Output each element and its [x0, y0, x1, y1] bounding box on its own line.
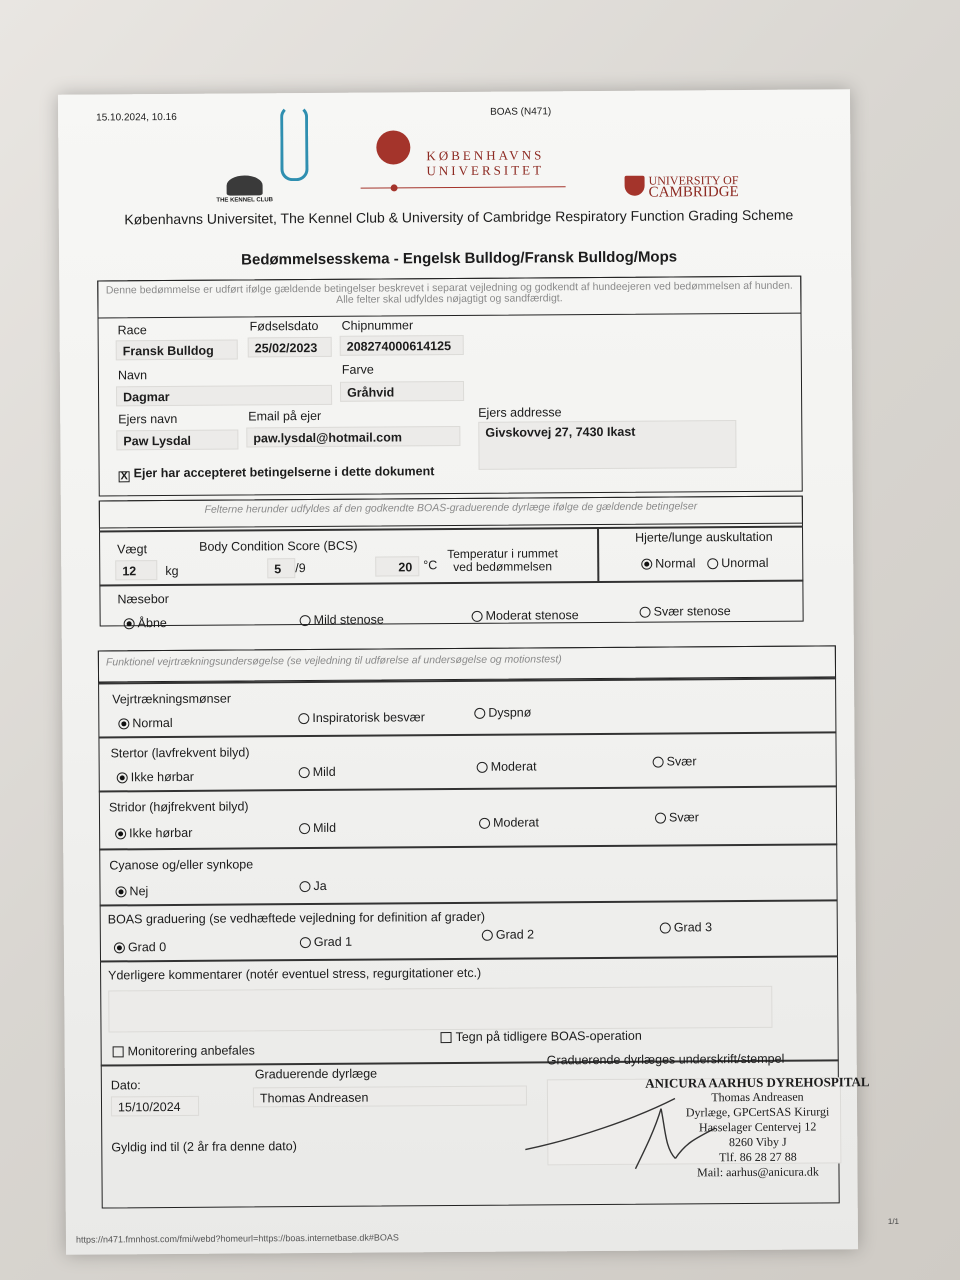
valid-label: Gyldig ind til (2 år fra denne dato): [111, 1139, 297, 1155]
email-label: Email på ejer: [248, 408, 322, 424]
cambridge-shield-icon: [625, 176, 645, 196]
nose-moderate-radio[interactable]: [472, 611, 483, 622]
cyanosis-yes-radio[interactable]: [299, 881, 310, 892]
boas-grade-label: BOAS graduering (se vedhæftede vejledning for definition af grader): [107, 909, 486, 927]
chip-label: Chipnummer: [341, 318, 414, 333]
stridor-severe-label: Svær: [668, 810, 699, 825]
vet-banner: Felterne herunder udfyldes af den godkendte BOAS-graduerende dyrlæge ifølge de gældende betingelser: [99, 496, 803, 529]
cambridge-logo-text: [649, 174, 739, 199]
stamp-phone: Tlf. 86 28 27 88: [719, 1149, 797, 1165]
breathing-normal-radio[interactable]: [118, 718, 129, 729]
breathing-dyspnea-radio[interactable]: [474, 708, 485, 719]
breathing-dyspnea-option[interactable]: [474, 705, 531, 719]
grade-0-radio[interactable]: [114, 942, 125, 953]
ku-seal-icon: [376, 130, 410, 164]
form-code: BOAS (N471): [490, 106, 552, 118]
paperclip: [280, 105, 309, 181]
grade-3-radio[interactable]: [660, 923, 671, 934]
cyanosis-no-option[interactable]: [115, 884, 148, 898]
name-label: Navn: [117, 368, 148, 383]
cambridge-line1: UNIVERSITY OF: [648, 173, 739, 188]
stertor-mild-label: Mild: [312, 764, 336, 780]
footer-url: https://n471.fmnhost.com/fmi/webd?homeurl=https://boas.internetbase.dk#BOAS: [75, 1232, 399, 1245]
monitor-option[interactable]: [113, 1043, 255, 1058]
temp-field[interactable]: 20: [375, 556, 419, 576]
prior-op-checkbox[interactable]: [441, 1032, 452, 1043]
stamp-name: Thomas Andreasen: [711, 1089, 804, 1105]
stridor-none-label: Ikke hørbar: [129, 825, 193, 841]
vet-name-field[interactable]: Thomas Andreasen: [253, 1086, 527, 1108]
stridor-moderate-label: Moderat: [493, 815, 539, 830]
grade-1-radio[interactable]: [300, 937, 311, 948]
accept-label: Ejer har accepteret betingelserne i dette dokument: [133, 464, 435, 481]
comments-field[interactable]: [108, 986, 772, 1033]
nose-severe-label: Svær stenose: [653, 604, 731, 619]
ku-dot-icon: [391, 184, 398, 191]
stamp-title: Dyrlæge, GPCertSAS Kirurgi: [685, 1104, 830, 1120]
breathing-inspiratory-option[interactable]: [298, 710, 425, 725]
owner-name-label: Ejers navn: [118, 411, 178, 427]
grade-2-radio[interactable]: [482, 930, 493, 941]
race-label: Race: [117, 323, 147, 338]
ku-line1: KØBENHAVNS: [426, 147, 545, 164]
ku-logo-text: [426, 147, 544, 178]
heart-abnormal-label: Unormal: [721, 555, 769, 571]
stertor-none-label: Ikke hørbar: [130, 769, 194, 785]
nose-mild-radio[interactable]: [300, 615, 311, 626]
nose-open-radio[interactable]: [124, 618, 135, 629]
stertor-mild-option[interactable]: [299, 765, 336, 779]
breathing-normal-label: Normal: [132, 715, 173, 731]
nose-option-severe[interactable]: [640, 604, 731, 619]
vet-stamp: [645, 1074, 871, 1181]
stridor-mild-option[interactable]: [299, 821, 336, 835]
stridor-severe-radio[interactable]: [655, 813, 666, 824]
breathing-dyspnea-label: Dyspnø: [488, 705, 532, 720]
color-label: Farve: [341, 362, 374, 377]
nose-option-moderate[interactable]: [472, 608, 579, 623]
race-field[interactable]: Fransk Bulldog: [116, 340, 238, 361]
monitor-label: Monitorering anbefales: [127, 1043, 255, 1059]
heart-abnormal-option[interactable]: [707, 556, 768, 570]
stamp-city: 8260 Viby J: [728, 1134, 787, 1150]
temp-label-line1: Temperatur i rummet: [447, 546, 558, 562]
nose-option-open[interactable]: [124, 616, 167, 630]
grade-2-label: Grad 2: [495, 927, 535, 942]
dog-icon: [227, 175, 263, 195]
stamp-street: Hasselager Centervej 12: [698, 1119, 817, 1135]
grade-3-label: Grad 3: [673, 920, 713, 935]
stamp-clinic: ANICURA AARHUS DYREHOSPITAL: [645, 1074, 870, 1091]
signature-label: Graduerende dyrlæges underskrift/stempel: [546, 1051, 785, 1068]
breathing-inspiratory-radio[interactable]: [298, 713, 309, 724]
stertor-none-option[interactable]: [117, 770, 194, 785]
cyanosis-yes-option[interactable]: [299, 879, 326, 893]
date-label: Dato:: [110, 1078, 141, 1093]
nose-moderate-label: Moderat stenose: [485, 608, 579, 623]
owner-name-field[interactable]: Paw Lysdal: [116, 430, 238, 451]
heart-abnormal-radio[interactable]: [707, 558, 718, 569]
stertor-none-radio[interactable]: [117, 772, 128, 783]
bcs-unit: /9: [295, 561, 306, 576]
color-field[interactable]: Gråhvid: [340, 381, 464, 402]
temp-label: [447, 547, 558, 574]
monitor-checkbox[interactable]: [113, 1046, 124, 1057]
print-datetime: 15.10.2024, 10.16: [96, 111, 177, 124]
accept-checkbox-row[interactable]: [119, 464, 435, 482]
form-paper: [58, 89, 900, 1255]
cyanosis-no-radio[interactable]: [115, 886, 126, 897]
vet-label: Graduerende dyrlæge: [254, 1066, 378, 1082]
prior-op-label: Tegn på tidligere BOAS-operation: [455, 1028, 642, 1045]
cyanosis-label: Cyanose og/eller synkope: [109, 857, 254, 873]
stertor-label: Stertor (lavfrekvent bilyd): [110, 745, 250, 761]
birth-field[interactable]: 25/02/2023: [248, 337, 332, 358]
grade-2-option[interactable]: [482, 927, 534, 941]
name-field[interactable]: Dagmar: [116, 385, 332, 407]
bcs-label: Body Condition Score (BCS): [199, 538, 358, 554]
stridor-none-radio[interactable]: [115, 828, 126, 839]
stertor-moderate-option[interactable]: [477, 759, 537, 773]
stertor-moderate-label: Moderat: [490, 759, 537, 774]
grade-1-option[interactable]: [300, 935, 352, 949]
birth-label: Fødselsdato: [249, 318, 319, 334]
breathing-normal-option[interactable]: [118, 716, 172, 730]
cyanosis-yes-label: Ja: [313, 878, 327, 894]
form-title: Københavns Universitet, The Kennel Club & University of Cambridge Respiratory Function Grading Scheme: [124, 206, 794, 228]
address-label: Ejers addresse: [478, 405, 562, 420]
weight-field[interactable]: 12: [115, 560, 157, 580]
temp-label-line2: ved bedømmelsen: [453, 559, 553, 575]
page-number: 1/1: [887, 1216, 900, 1227]
nose-option-mild[interactable]: [300, 613, 384, 628]
heart-normal-radio[interactable]: [641, 559, 652, 570]
grade-0-option[interactable]: [114, 940, 166, 954]
stertor-severe-option[interactable]: [653, 754, 697, 768]
email-field[interactable]: paw.lysdal@hotmail.com: [246, 426, 460, 447]
grade-1-label: Grad 1: [313, 934, 353, 950]
kennel-club-text: THE KENNEL CLUB: [216, 197, 274, 204]
nose-open-label: Åbne: [137, 616, 167, 631]
temp-unit: °C: [423, 558, 438, 573]
cyanosis-no-label: Nej: [129, 884, 149, 899]
bcs-field[interactable]: 5: [267, 558, 295, 578]
grade-3-option[interactable]: [660, 920, 712, 934]
stertor-mild-radio[interactable]: [299, 767, 310, 778]
chip-field[interactable]: 208274000614125: [340, 335, 464, 356]
weight-unit: kg: [165, 563, 179, 579]
kennel-club-logo: [209, 175, 281, 204]
stridor-moderate-radio[interactable]: [479, 818, 490, 829]
breathing-label: Vejrtrækningsmønser: [112, 691, 232, 707]
cambridge-line2: CAMBRIDGE: [648, 184, 739, 201]
stamp-mail: Mail: aarhus@anicura.dk: [697, 1164, 819, 1180]
heart-normal-label: Normal: [655, 556, 696, 571]
stertor-severe-radio[interactable]: [653, 757, 664, 768]
nose-severe-radio[interactable]: [640, 607, 651, 618]
weight-label: Vægt: [117, 542, 148, 557]
grade-0-label: Grad 0: [127, 940, 167, 955]
stridor-mild-label: Mild: [313, 820, 337, 836]
stridor-severe-option[interactable]: [655, 810, 699, 824]
stertor-severe-label: Svær: [666, 754, 697, 769]
nose-label: Næsebor: [117, 592, 169, 607]
ku-line2: UNIVERSITET: [426, 162, 545, 179]
prior-op-option[interactable]: [440, 1029, 641, 1044]
functional-banner: Funktionel vejrtrækningsundersøgelse (se vejledning til udførelse af undersøgelse og motionstest): [98, 645, 836, 682]
owner-banner: Denne bedømmelse er udført ifølge gældende betingelser beskrevet i separat vejledning og godkendt af hundeejeren ved bedømmelsen af hunden. Alle felter skal udfyldes nøjagtigt og sandfærdigt.: [97, 276, 801, 319]
nose-mild-label: Mild stenose: [313, 612, 384, 628]
comments-label: Yderligere kommentarer (notér eventuel stress, regurgitationer etc.): [108, 965, 482, 983]
breathing-inspiratory-label: Inspiratorisk besvær: [312, 710, 425, 726]
stridor-moderate-option[interactable]: [479, 815, 539, 829]
stertor-moderate-radio[interactable]: [477, 762, 488, 773]
accept-checkbox[interactable]: X: [120, 470, 128, 483]
stridor-label: Stridor (højfrekvent bilyd): [108, 799, 249, 815]
stridor-none-option[interactable]: [115, 826, 192, 841]
heart-label: Hjerte/lunge auskultation: [635, 529, 773, 545]
form-subtitle: Bedømmelsesskema - Engelsk Bulldog/Fransk Bulldog/Mops: [241, 248, 678, 269]
date-field[interactable]: 15/10/2024: [111, 1096, 199, 1117]
heart-normal-option[interactable]: [641, 556, 695, 570]
address-field[interactable]: Givskovvej 27, 7430 Ikast: [478, 420, 736, 470]
stridor-mild-radio[interactable]: [299, 823, 310, 834]
